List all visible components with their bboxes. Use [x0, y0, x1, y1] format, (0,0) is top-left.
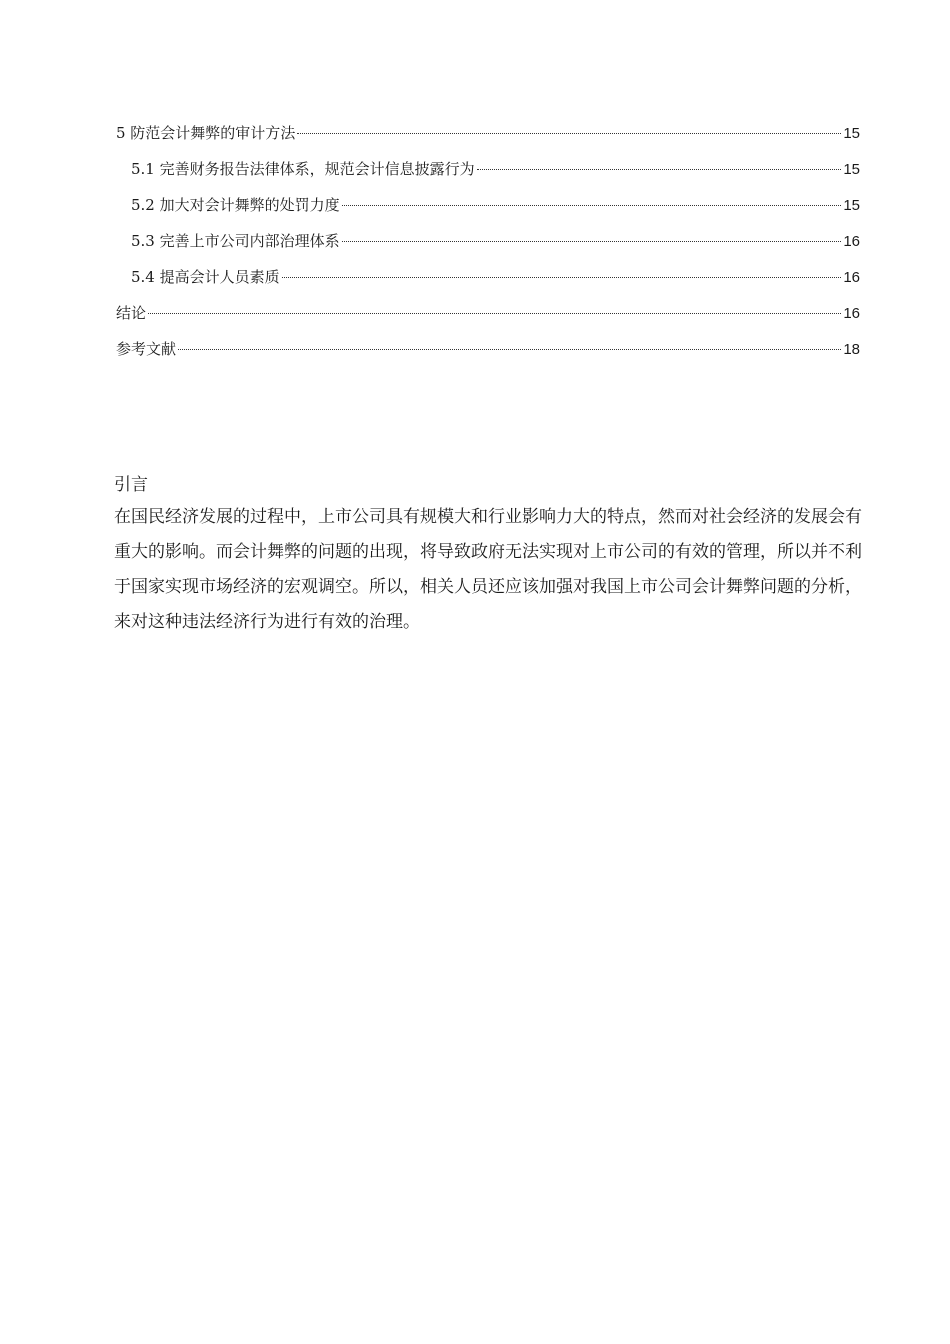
section-heading: 引言	[114, 475, 148, 495]
introduction-section	[114, 472, 862, 640]
table-of-contents	[116, 122, 860, 374]
toc-leader-dots	[148, 313, 841, 314]
toc-entry[interactable]	[116, 158, 860, 194]
toc-leader-dots	[282, 277, 842, 278]
toc-entry-page: 15	[843, 125, 860, 142]
toc-entry-title: 5.3 完善上市公司内部治理体系	[131, 232, 340, 250]
toc-leader-dots	[297, 133, 841, 134]
toc-entry-page: 16	[843, 233, 860, 250]
toc-entry[interactable]	[116, 230, 860, 266]
toc-entry-title: 5 防范会计舞弊的审计方法	[116, 124, 296, 142]
toc-entry-page: 15	[843, 197, 860, 214]
toc-entry[interactable]	[116, 122, 860, 158]
body-paragraph: 在国民经济发展的过程中，上市公司具有规模大和行业影响力大的特点，然而对社会经济的发展会有重大的影响。而会计舞弊的问题的出现，将导致政府无法实现对上市公司的有效的管理，所以并不利于国家实现市场经济的宏观调空。所以，相关人员还应该加强对我国上市公司会计舞弊问题的分析，来对这种违法经济行为进行有效的治理。	[114, 507, 862, 632]
toc-entry-title: 5.2 加大对会计舞弊的处罚力度	[131, 196, 340, 214]
toc-entry-title: 5.1 完善财务报告法律体系，规范会计信息披露行为	[131, 160, 475, 178]
toc-leader-dots	[342, 205, 842, 206]
toc-leader-dots	[477, 169, 842, 170]
toc-entry-title: 参考文献	[116, 340, 177, 358]
toc-leader-dots	[342, 241, 842, 242]
toc-entry-title: 5.4 提高会计人员素质	[131, 268, 280, 286]
toc-entry-page: 15	[843, 161, 860, 178]
toc-entry[interactable]	[116, 194, 860, 230]
toc-entry[interactable]	[116, 338, 860, 374]
toc-entry-page: 16	[843, 269, 860, 286]
toc-entry-page: 16	[843, 305, 860, 322]
toc-leader-dots	[178, 349, 841, 350]
toc-entry-title: 结论	[116, 304, 147, 322]
toc-entry-page: 18	[843, 341, 860, 358]
toc-entry[interactable]	[116, 266, 860, 302]
toc-entry[interactable]	[116, 302, 860, 338]
